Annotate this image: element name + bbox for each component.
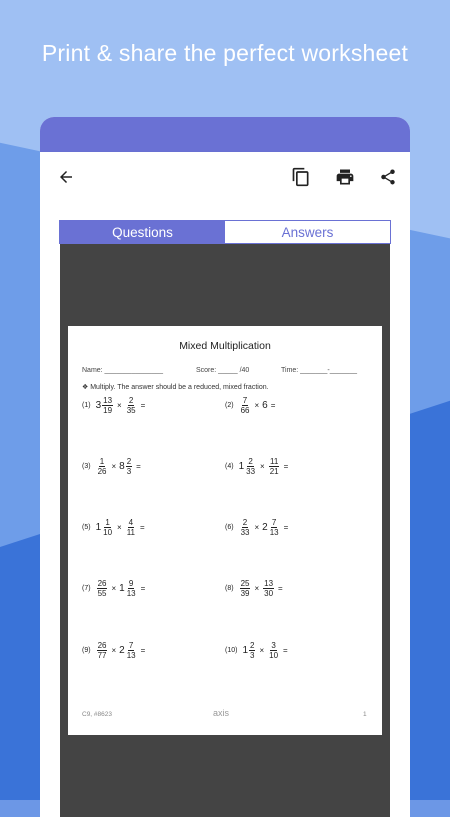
equals-sign: = — [140, 523, 145, 532]
numerator: 9 — [128, 579, 134, 588]
times-sign: × — [111, 462, 117, 471]
problem-number: (5) — [82, 524, 91, 531]
fraction — [126, 396, 137, 415]
problem-number: (9) — [82, 647, 91, 654]
arrow-left-icon[interactable] — [54, 165, 78, 189]
document-viewer[interactable] — [60, 244, 390, 817]
operand — [125, 396, 138, 415]
denominator: 13 — [269, 528, 279, 537]
denominator: 13 — [126, 589, 136, 598]
equals-sign: = — [270, 401, 276, 410]
problem-item — [225, 457, 291, 476]
numerator: 7 — [128, 641, 134, 650]
equals-sign: = — [140, 584, 146, 593]
copy-icon[interactable] — [289, 165, 313, 189]
whole-number: 1 — [119, 583, 125, 594]
worksheet-code: C9, #8623 — [82, 711, 112, 718]
fraction — [126, 457, 132, 476]
numerator: 7 — [242, 396, 248, 405]
fraction — [97, 579, 108, 598]
problem-item — [225, 396, 278, 415]
tab-answers[interactable]: Answers — [225, 221, 390, 243]
operand — [262, 579, 275, 598]
phone-frame — [40, 117, 410, 817]
equals-sign: = — [136, 462, 141, 471]
equals-sign: = — [140, 401, 146, 410]
denominator: 10 — [269, 651, 279, 660]
whole-number: 3 — [95, 400, 102, 411]
fraction — [97, 641, 108, 660]
fraction — [268, 641, 279, 660]
fraction — [240, 518, 251, 537]
operand — [119, 457, 133, 476]
problem-number: (8) — [225, 585, 234, 592]
denominator: 55 — [97, 589, 107, 598]
numerator: 2 — [126, 457, 132, 466]
problem-item — [82, 641, 148, 660]
whole-number: 2 — [262, 522, 268, 533]
times-sign: × — [117, 523, 122, 532]
whole-number: 1 — [238, 461, 245, 472]
print-icon[interactable] — [333, 165, 357, 189]
fraction — [263, 579, 274, 598]
share-icon[interactable] — [376, 165, 400, 189]
denominator: 3 — [250, 651, 255, 660]
numerator: 2 — [248, 457, 253, 466]
numerator: 13 — [264, 579, 274, 588]
operand — [125, 518, 137, 537]
problem-item — [82, 457, 144, 476]
denominator: 66 — [240, 406, 250, 415]
numerator: 26 — [97, 641, 107, 650]
fraction — [126, 641, 137, 660]
status-bar — [40, 117, 410, 152]
operand — [96, 518, 114, 537]
denominator: 11 — [126, 528, 136, 537]
fraction — [126, 518, 136, 537]
operand — [242, 641, 256, 660]
denominator: 3 — [126, 467, 132, 476]
fraction — [245, 457, 256, 476]
fraction — [240, 579, 251, 598]
equals-sign: = — [283, 646, 288, 655]
operand — [119, 579, 137, 598]
worksheet-instruction: ❖ Multiply. The answer should be a reduced, mixed fraction. — [82, 384, 269, 391]
times-sign: × — [111, 584, 117, 593]
problem-number: (6) — [225, 524, 234, 531]
times-sign: × — [260, 462, 265, 471]
problem-item — [225, 641, 291, 660]
numerator: 13 — [103, 396, 113, 405]
equals-sign: = — [283, 462, 289, 471]
denominator: 33 — [240, 528, 250, 537]
equals-sign: = — [278, 584, 283, 593]
times-sign: × — [111, 646, 117, 655]
equals-sign: = — [283, 523, 289, 532]
fraction — [249, 641, 255, 660]
numerator: 7 — [271, 518, 277, 527]
times-sign: × — [117, 401, 122, 410]
numerator: 1 — [99, 457, 105, 466]
numerator: 3 — [271, 641, 276, 650]
app-toolbar — [40, 152, 410, 202]
fraction — [269, 518, 280, 537]
denominator: 33 — [246, 467, 256, 476]
problem-number: (1) — [82, 402, 91, 409]
time-field-label: Time: _______-_______ — [281, 367, 358, 374]
problem-number: (3) — [82, 463, 91, 470]
operand — [239, 518, 252, 537]
problem-item — [225, 518, 291, 537]
operand — [268, 457, 281, 476]
problem-item — [82, 396, 148, 415]
tab-questions[interactable]: Questions — [60, 221, 225, 243]
denominator: 19 — [103, 406, 113, 415]
operand — [262, 518, 280, 537]
numerator: 1 — [105, 518, 110, 527]
problem-item — [82, 518, 148, 537]
denominator: 21 — [269, 467, 279, 476]
whole-number: 2 — [119, 645, 125, 656]
operand — [239, 457, 257, 476]
fraction — [126, 579, 137, 598]
tab-bar — [59, 220, 391, 244]
fraction — [97, 457, 108, 476]
whole-number: 1 — [242, 645, 249, 656]
score-field-label: Score: _____ /40 — [196, 367, 250, 374]
worksheet-title: Mixed Multiplication — [179, 340, 271, 352]
fraction — [102, 396, 113, 415]
problem-item — [82, 579, 148, 598]
whole-number: 6 — [262, 400, 268, 411]
numerator: 26 — [97, 579, 107, 588]
times-sign: × — [254, 584, 260, 593]
whole-number: 1 — [95, 522, 102, 533]
fraction — [102, 518, 113, 537]
whole-number: 8 — [119, 461, 125, 472]
operand — [96, 396, 114, 415]
page-number: 1 — [363, 711, 367, 718]
times-sign: × — [254, 523, 260, 532]
denominator: 35 — [126, 406, 136, 415]
denominator: 77 — [97, 651, 107, 660]
operand — [119, 641, 137, 660]
operand — [96, 641, 109, 660]
fraction — [240, 396, 251, 415]
problem-number: (4) — [225, 463, 234, 470]
promo-headline: Print & share the perfect worksheet — [41, 40, 409, 66]
denominator: 10 — [103, 528, 113, 537]
denominator: 26 — [97, 467, 107, 476]
times-sign: × — [259, 646, 265, 655]
brand-logo: axis — [213, 708, 230, 718]
denominator: 13 — [126, 651, 136, 660]
fraction — [269, 457, 280, 476]
numerator: 2 — [250, 641, 255, 650]
operand — [267, 641, 280, 660]
problem-number: (2) — [225, 402, 234, 409]
operand — [239, 579, 252, 598]
numerator: 11 — [270, 457, 279, 466]
operand — [239, 396, 252, 415]
denominator: 39 — [240, 589, 250, 598]
problem-item — [225, 579, 286, 598]
numerator: 4 — [128, 518, 134, 527]
problem-number: (10) — [225, 647, 238, 654]
operand — [96, 457, 109, 476]
name-field-label: Name: _______________ — [82, 367, 163, 374]
times-sign: × — [254, 401, 260, 410]
equals-sign: = — [140, 646, 146, 655]
numerator: 2 — [242, 518, 248, 527]
problem-number: (7) — [82, 585, 91, 592]
operand — [96, 579, 109, 598]
denominator: 30 — [264, 589, 274, 598]
numerator: 25 — [240, 579, 250, 588]
content-area — [40, 202, 410, 817]
operand — [262, 400, 268, 411]
numerator: 2 — [128, 396, 134, 405]
worksheet-page — [68, 326, 382, 735]
